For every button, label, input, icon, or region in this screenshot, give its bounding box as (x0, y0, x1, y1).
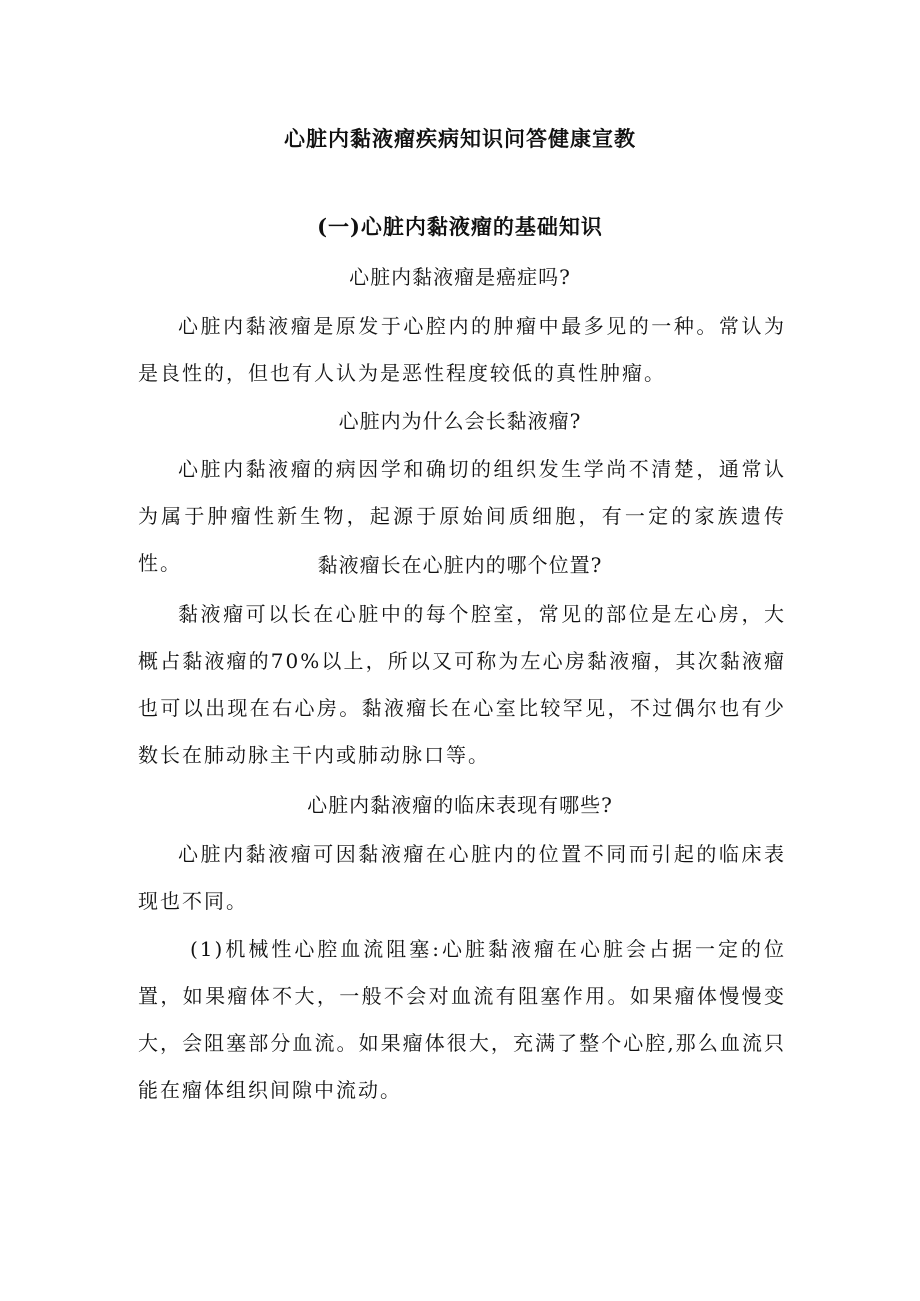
question-4: 心脏内黏液瘤的临床表现有哪些? (307, 793, 613, 817)
answer-1: 心脏内黏液瘤是原发于心腔内的肿瘤中最多见的一种。常认为是良性的，但也有人认为是恶性程度较低的真性肿瘤。 (138, 314, 786, 385)
question-3: 黏液瘤长在心脏内的哪个位置? (317, 553, 603, 577)
document-title: 心脏内黏液瘤疾病知识问答健康宣教 (284, 126, 636, 151)
list-item-1: (1)机械性心腔血流阻塞:心脏黏液瘤在心脏会占据一定的位置，如果瘤体不大，一般不会对血流有阻塞作用。如果瘤体慢慢变大，会阻塞部分血流。如果瘤体很大，充满了整个心腔,那么血流只能在瘤体组织间隙中流动。 (138, 937, 786, 1102)
question-2: 心脏内为什么会长黏液瘤? (338, 409, 582, 433)
answer-4: 心脏内黏液瘤可因黏液瘤在心脏内的位置不同而引起的临床表现也不同。 (138, 842, 786, 913)
question-1: 心脏内黏液瘤是癌症吗? (349, 265, 571, 289)
section-heading: (一)心脏内黏液瘤的基础知识 (317, 214, 603, 239)
answer-3: 黏液瘤可以长在心脏中的每个腔室，常见的部位是左心房，大概占黏液瘤的70%以上，所以又可称为左心房黏液瘤，其次黏液瘤也可以出现在右心房。黏液瘤长在心室比较罕见，不过偶尔也有少数长在肺动脉主干内或肺动脉口等。 (138, 602, 786, 767)
answer-2: 心脏内黏液瘤的病因学和确切的组织发生学尚不清楚，通常认为属于肿瘤性新生物，起源于原始间质细胞，有一定的家族遗传性。 (138, 457, 786, 575)
